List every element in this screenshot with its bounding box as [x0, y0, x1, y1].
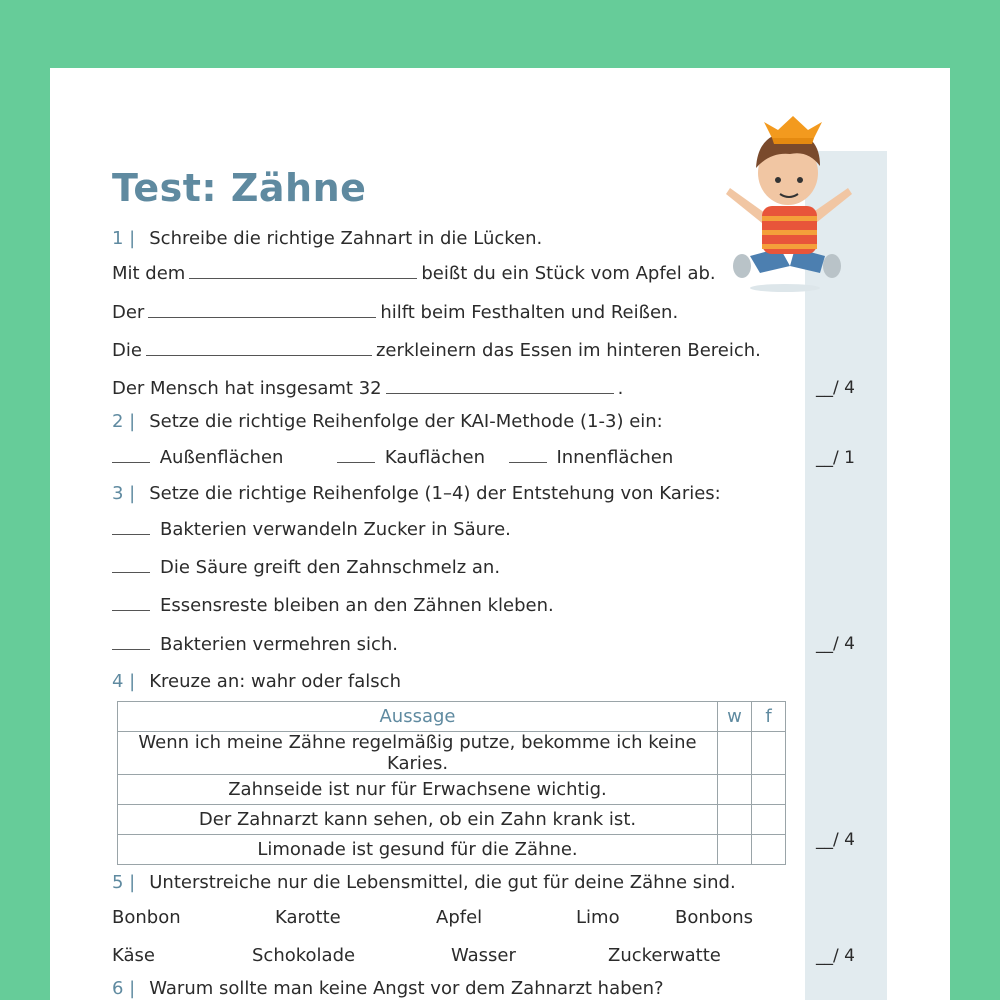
q1-s1-end: beißt du ein Stück vom Apfel ab.	[421, 263, 716, 284]
statement-cell: Limonade ist gesund für die Zähne.	[118, 835, 718, 865]
q3-number: 3 |	[112, 483, 136, 504]
q1-s2-end: hilft beim Festhalten und Reißen.	[380, 302, 679, 323]
q2-blank-2[interactable]	[337, 446, 375, 463]
q1-score: __/ 4	[816, 378, 855, 398]
food-word[interactable]: Apfel	[436, 907, 483, 928]
q2-blank-3[interactable]	[509, 446, 547, 463]
food-word[interactable]: Wasser	[451, 945, 516, 966]
header-statement: Aussage	[118, 702, 718, 732]
header-true: w	[718, 702, 752, 732]
q3-instruction	[112, 483, 721, 504]
table-row	[118, 775, 786, 805]
q2-instruction-text: Setze die richtige Reihenfolge der KAI-Methode (1-3) ein:	[149, 411, 663, 432]
q4-instruction-text: Kreuze an: wahr oder falsch	[149, 671, 401, 692]
q3-score: __/ 4	[816, 634, 855, 654]
q3-item-2-text: Die Säure greift den Zahnschmelz an.	[160, 557, 501, 578]
q5-instruction	[112, 872, 736, 893]
q5-score: __/ 4	[816, 946, 855, 966]
q3-item-1	[112, 518, 511, 540]
food-word[interactable]: Bonbons	[675, 907, 753, 928]
true-checkbox[interactable]	[718, 835, 752, 865]
q3-blank-2[interactable]	[112, 556, 150, 573]
q1-blank-3[interactable]	[146, 339, 372, 356]
table-row	[118, 732, 786, 775]
q3-item-3	[112, 594, 554, 616]
q1-sentence-2	[112, 301, 678, 323]
q3-item-2	[112, 556, 500, 578]
q6-instruction-text: Warum sollte man keine Angst vor dem Zahnarzt haben?	[149, 978, 664, 999]
boy-illustration	[720, 88, 860, 293]
q1-s1-start: Mit dem	[112, 263, 186, 284]
false-checkbox[interactable]	[752, 775, 786, 805]
q3-blank-4[interactable]	[112, 633, 150, 650]
q3-item-4-text: Bakterien vermehren sich.	[160, 634, 398, 655]
q2-option-3: Innenflächen	[556, 447, 674, 468]
food-word[interactable]: Zuckerwatte	[608, 945, 721, 966]
q5-number: 5 |	[112, 872, 136, 893]
q3-item-4	[112, 633, 398, 655]
q3-blank-1[interactable]	[112, 518, 150, 535]
q4-instruction	[112, 671, 401, 692]
q1-sentence-1	[112, 262, 716, 284]
q1-s3-start: Die	[112, 340, 142, 361]
food-word[interactable]: Käse	[112, 945, 155, 966]
statement-cell: Zahnseide ist nur für Erwachsene wichtig.	[118, 775, 718, 805]
food-word[interactable]: Karotte	[275, 907, 341, 928]
q2-number: 2 |	[112, 411, 136, 432]
q1-blank-1[interactable]	[189, 262, 417, 279]
statement-cell: Der Zahnarzt kann sehen, ob ein Zahn krank ist.	[118, 805, 718, 835]
table-header	[118, 702, 786, 732]
q2-option-1: Außenflächen	[159, 447, 284, 468]
q5-instruction-text: Unterstreiche nur die Lebensmittel, die gut für deine Zähne sind.	[149, 872, 736, 893]
false-checkbox[interactable]	[752, 805, 786, 835]
q2-options	[112, 446, 673, 468]
true-checkbox[interactable]	[718, 805, 752, 835]
q3-blank-3[interactable]	[112, 594, 150, 611]
true-checkbox[interactable]	[718, 732, 752, 775]
food-word[interactable]: Bonbon	[112, 907, 181, 928]
q6-instruction	[112, 978, 664, 999]
q1-blank-4[interactable]	[386, 377, 614, 394]
food-word[interactable]: Limo	[576, 907, 620, 928]
q1-s4-end: .	[617, 378, 624, 399]
false-checkbox[interactable]	[752, 732, 786, 775]
page-title: Test: Zähne	[112, 166, 367, 210]
true-checkbox[interactable]	[718, 775, 752, 805]
q1-instruction-text: Schreibe die richtige Zahnart in die Lücken.	[149, 228, 543, 249]
q1-s2-start: Der	[112, 302, 145, 323]
worksheet	[50, 68, 950, 1000]
q1-s3-end: zerkleinern das Essen im hinteren Bereich.	[375, 340, 761, 361]
q1-sentence-3	[112, 339, 761, 361]
q3-instruction-text: Setze die richtige Reihenfolge (1–4) der Entstehung von Karies:	[149, 483, 721, 504]
q1-sentence-4	[112, 377, 623, 399]
q6-number: 6 |	[112, 978, 136, 999]
false-checkbox[interactable]	[752, 835, 786, 865]
q1-instruction	[112, 228, 542, 249]
header-false: f	[752, 702, 786, 732]
q3-item-3-text: Essensreste bleiben an den Zähnen kleben.	[160, 595, 554, 616]
q4-score: __/ 4	[816, 830, 855, 850]
q1-s4-start: Der Mensch hat insgesamt 32	[112, 378, 382, 399]
q1-number: 1 |	[112, 228, 136, 249]
table-row	[118, 835, 786, 865]
q3-item-1-text: Bakterien verwandeln Zucker in Säure.	[160, 519, 511, 540]
q1-blank-2[interactable]	[148, 301, 376, 318]
q4-number: 4 |	[112, 671, 136, 692]
q2-instruction	[112, 411, 663, 432]
statement-cell: Wenn ich meine Zähne regelmäßig putze, bekomme ich keine Karies.	[118, 732, 718, 775]
q2-option-2: Kauflächen	[384, 447, 485, 468]
q2-score: __/ 1	[816, 448, 855, 468]
true-false-table	[117, 701, 786, 865]
q2-blank-1[interactable]	[112, 446, 150, 463]
food-word[interactable]: Schokolade	[252, 945, 356, 966]
table-row	[118, 805, 786, 835]
